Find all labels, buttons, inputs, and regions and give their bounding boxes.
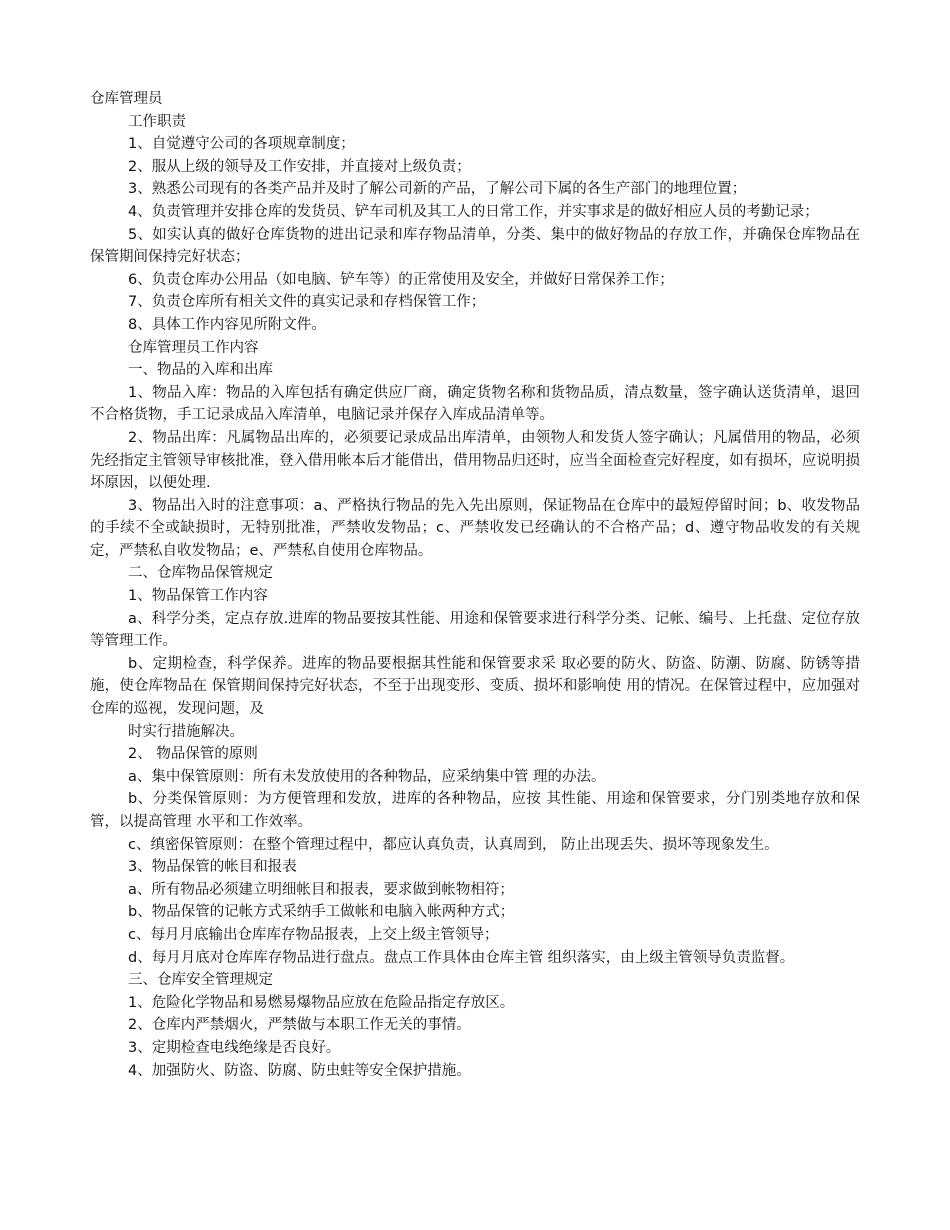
paragraph: 3、物品出入时的注意事项：a、严格执行物品的先入先出原则，保证物品在仓库中的最短停留时间；b、收发物品的手续不全或缺损时，无特别批准，严禁收发物品；c、严禁收发已经确认的不合格产品；d、遵守物品收发的有关规定，严禁私自收发物品；e、严禁私自使用仓库物品。 <box>90 497 860 559</box>
paragraph: 1、危险化学物品和易燃易爆物品应放在危险品指定存放区。 <box>128 994 515 1011</box>
paragraph: 二、仓库物品保管规定 <box>128 565 273 582</box>
paragraph: 1、自觉遵守公司的各项规章制度； <box>128 136 355 153</box>
paragraph-list <box>90 111 860 1083</box>
paragraph: 5、如实认真的做好仓库货物的进出记录和库存物品清单，分类、集中的做好物品的存放工作，并确保仓库物品在保管期间保持完好状态； <box>90 226 860 266</box>
paragraph: 仓库管理员工作内容 <box>128 339 259 356</box>
paragraph: 工作职责 <box>128 113 186 130</box>
paragraph: a、所有物品必须建立明细帐目和报表，要求做到帐物相符； <box>128 881 514 898</box>
paragraph: 2、仓库内严禁烟火，严禁做与本职工作无关的事情。 <box>128 1017 471 1034</box>
paragraph: 三、仓库安全管理规定 <box>128 972 273 989</box>
document-body <box>90 88 860 1082</box>
paragraph: 4、加强防火、防盗、防腐、防虫蛀等安全保护措施。 <box>128 1062 471 1079</box>
paragraph: 3、物品保管的帐目和报表 <box>128 859 297 876</box>
paragraph: 一、物品的入库和出库 <box>128 362 273 379</box>
paragraph: 1、物品保管工作内容 <box>128 588 268 605</box>
document-title: 仓库管理员 <box>90 91 163 107</box>
paragraph: d、每月月底对仓库库存物品进行盘点。盘点工作具体由仓库主管 组织落实，由上级主管领导负责监督。 <box>128 949 795 966</box>
paragraph: 2、 物品保管的原则 <box>128 746 258 763</box>
paragraph: 时实行措施解决。 <box>128 723 244 740</box>
paragraph: a、科学分类，定点存放.进库的物品要按其性能、用途和保管要求进行科学分类、记帐、编号、上托盘、定位存放等管理工作。 <box>90 610 860 650</box>
paragraph: c、每月月底输出仓库库存物品报表，上交上级主管领导； <box>128 926 499 943</box>
paragraph: 3、熟悉公司现有的各类产品并及时了解公司新的产品，了解公司下属的各生产部门的地理位置； <box>128 181 747 198</box>
paragraph: 3、定期检查电线绝缘是否良好。 <box>128 1039 341 1056</box>
paragraph: 6、负责仓库办公用品（如电脑、铲车等）的正常使用及安全，并做好日常保养工作； <box>128 271 674 288</box>
paragraph: 8、具体工作内容见所附文件。 <box>128 316 326 333</box>
paragraph: c、缜密保管原则：在整个管理过程中，都应认真负责，认真周到， 防止出现丢失、损坏等现象发生。 <box>128 836 779 853</box>
paragraph: 1、物品入库：物品的入库包括有确定供应厂商，确定货物名称和货物品质，清点数量，签字确认送货清单，退回不合格货物，手工记录成品入库清单，电脑记录并保存入库成品清单等。 <box>90 384 860 424</box>
paragraph: a、集中保管原则：所有未发放使用的各种物品，应采纳集中管 理的办法。 <box>128 768 606 785</box>
paragraph: 2、服从上级的领导及工作安排，并直接对上级负责； <box>128 158 471 175</box>
paragraph: 7、负责仓库所有相关文件的真实记录和存档保管工作； <box>128 294 486 311</box>
paragraph: 4、负责管理并安排仓库的发货员、铲车司机及其工人的日常工作，并实事求是的做好相应人员的考勤记录； <box>128 203 819 220</box>
paragraph: b、分类保管原则：为方便管理和发放，进库的各种物品，应按 其性能、用途和保管要求，分门别类地存放和保管，以提高管理 水平和工作效率。 <box>90 791 860 830</box>
paragraph: 2、物品出库：凡属物品出库的，必须要记录成品出库清单，由领物人和发货人签字确认；凡属借用的物品，必须先经指定主管领导审核批准，登入借用帐本后才能借出，借用物品归还时，应当全面检查完好程度，如有损坏，应说明损坏原因，以便处理. <box>90 429 860 492</box>
paragraph: b、定期检查，科学保养。进库的物品要根据其性能和保管要求采 取必要的防火、防盗、防潮、防腐、防锈等措施，使仓库物品在 保管期间保持完好状态，不至于出现变形、变质、损坏和影响使 用的情况。在保管过程中，应加强对仓库的巡视，发现问题，及 <box>90 655 860 718</box>
paragraph: b、物品保管的记帐方式采纳手工做帐和电脑入帐两种方式； <box>128 904 515 921</box>
